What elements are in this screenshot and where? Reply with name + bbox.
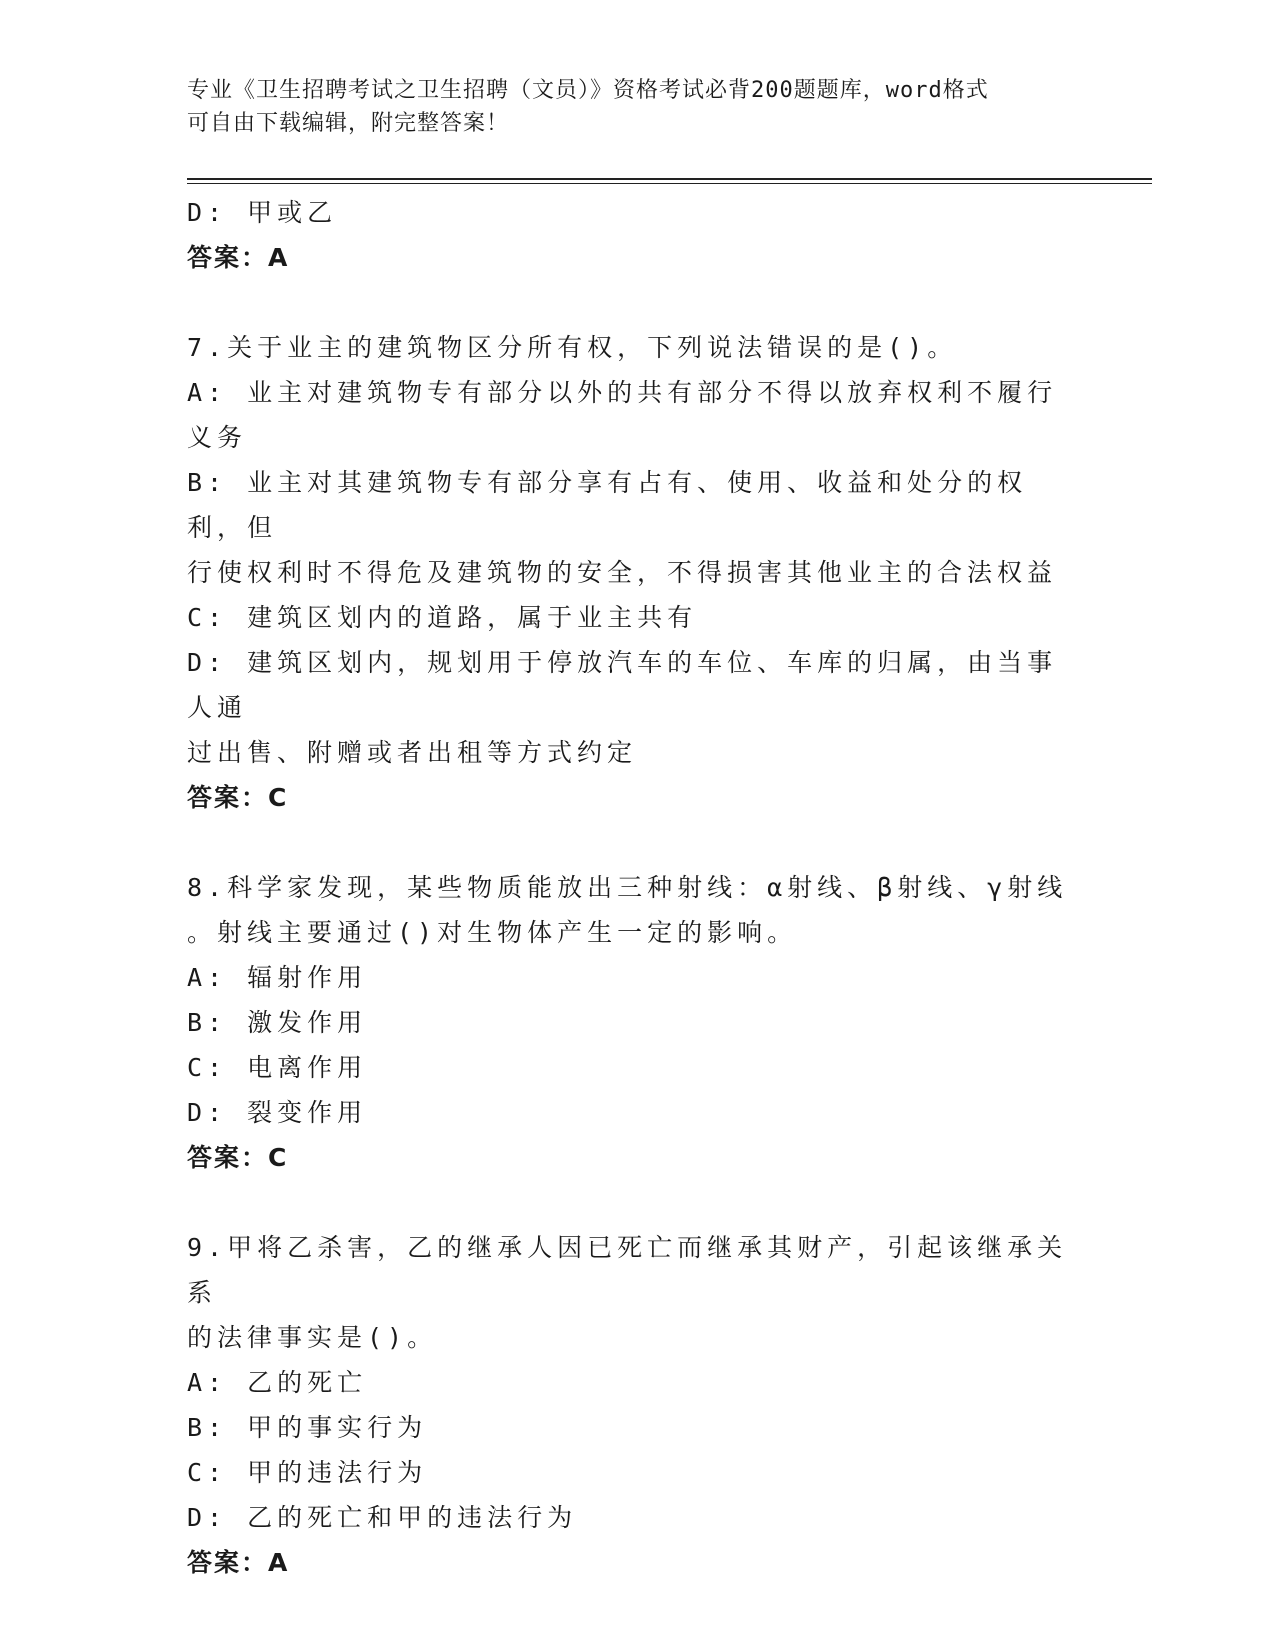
question-stem: 7.关于业主的建筑物区分所有权，下列说法错误的是()。 (187, 333, 958, 362)
option-a: A: 业主对建筑物专有部分以外的共有部分不得以放弃权利不履行义务 (187, 378, 1058, 452)
question-stem: 9.甲将乙杀害，乙的继承人因已死亡而继承其财产，引起该继承关系 (187, 1233, 1068, 1307)
document-header (187, 74, 1067, 140)
header-title-line2: 可自由下载编辑，附完整答案！ (187, 111, 510, 136)
prev-answer: 答案：A (187, 243, 290, 272)
option-b: B: 激发作用 (187, 1008, 368, 1037)
question-item-7 (187, 325, 1087, 820)
question-stem: 8.科学家发现，某些物质能放出三种射线：α射线、β射线、γ射线 (187, 873, 1068, 902)
question-content (187, 190, 1087, 1585)
question-item-8 (187, 865, 1087, 1180)
answer: 答案：C (187, 783, 289, 812)
option-a: A: 辐射作用 (187, 963, 368, 992)
answer: 答案：C (187, 1143, 289, 1172)
option-d-continued: 过出售、附赠或者出租等方式约定 (187, 738, 638, 767)
option-b: B: 甲的事实行为 (187, 1413, 428, 1442)
header-divider-thin (187, 183, 1152, 184)
header-title-line1: 专业《卫生招聘考试之卫生招聘（文员）》资格考试必背200题题库，word格式 (187, 78, 989, 103)
option-d: D: 建筑区划内，规划用于停放汽车的车位、车库的归属，由当事人通 (187, 648, 1058, 722)
question-stem-continued: 的法律事实是()。 (187, 1323, 438, 1352)
question-stem-continued: 。射线主要通过()对生物体产生一定的影响。 (187, 918, 798, 947)
question-item-9 (187, 1225, 1087, 1585)
option-b: B: 业主对其建筑物专有部分享有占有、使用、收益和处分的权利，但 (187, 468, 1028, 542)
option-a: A: 乙的死亡 (187, 1368, 368, 1397)
option-d: D: 裂变作用 (187, 1098, 368, 1127)
option-d: D: 乙的死亡和甲的违法行为 (187, 1503, 578, 1532)
prev-option-d: D: 甲或乙 (187, 198, 338, 227)
option-c: C: 电离作用 (187, 1053, 368, 1082)
answer: 答案：A (187, 1548, 290, 1577)
option-c: C: 建筑区划内的道路，属于业主共有 (187, 603, 698, 632)
header-divider (187, 178, 1152, 180)
option-c: C: 甲的违法行为 (187, 1458, 428, 1487)
option-b-continued: 行使权利时不得危及建筑物的安全，不得损害其他业主的合法权益 (187, 558, 1058, 587)
